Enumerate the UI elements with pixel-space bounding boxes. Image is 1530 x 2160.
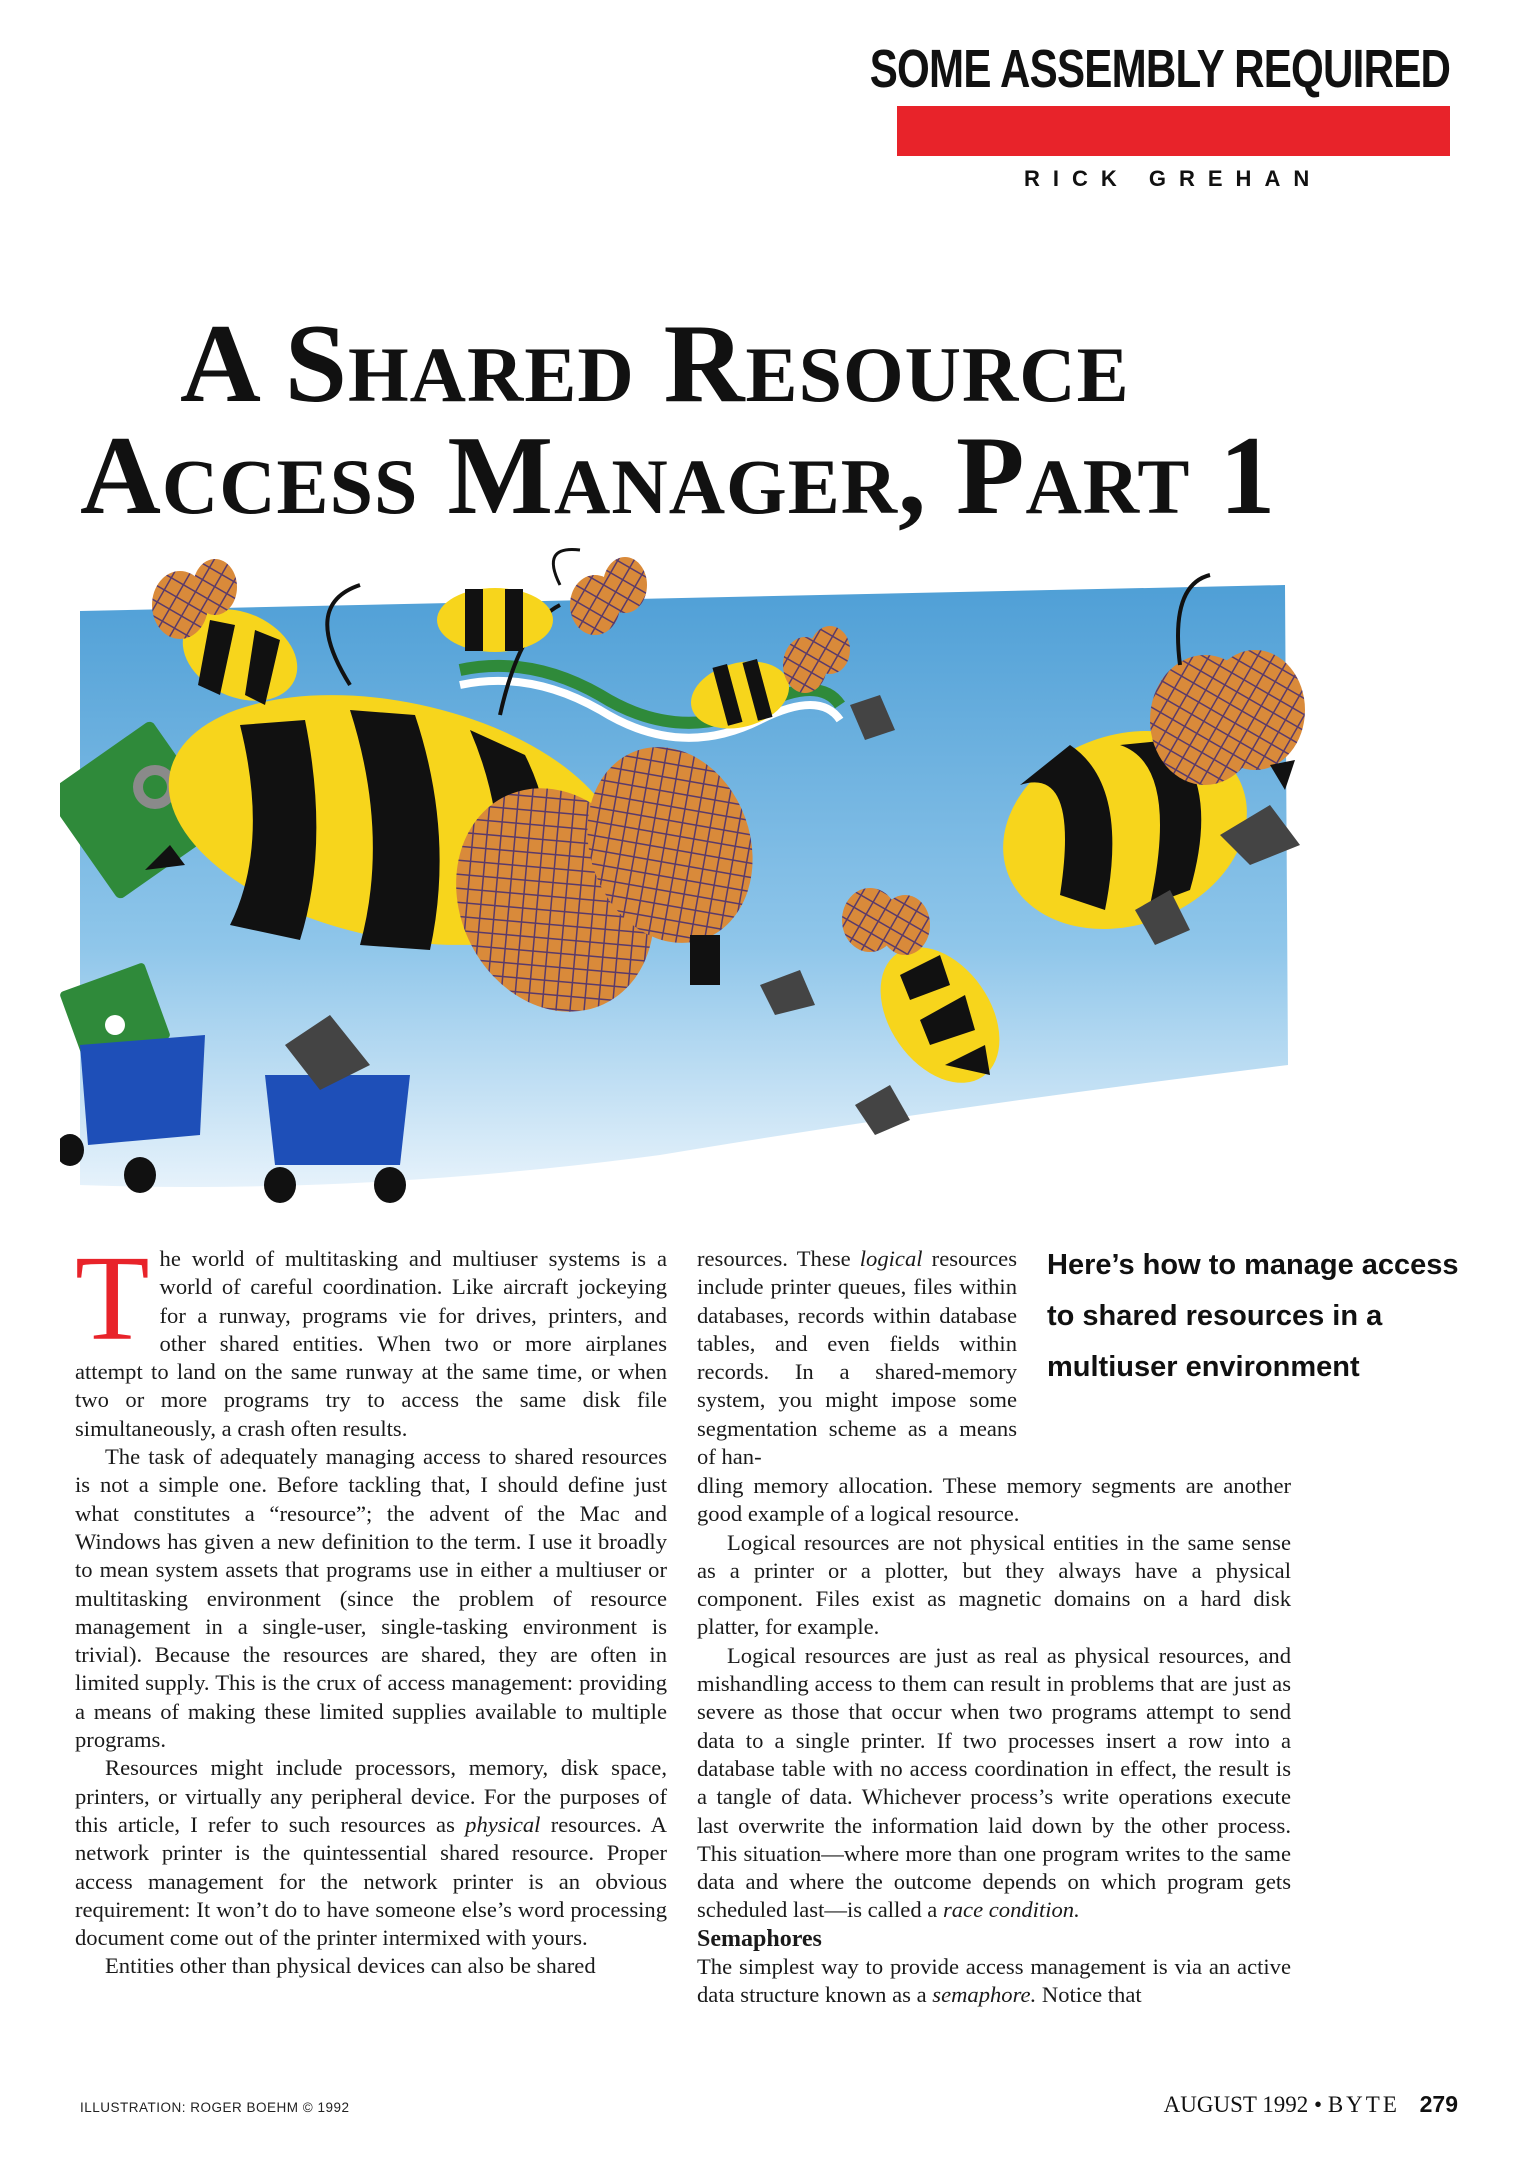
article-title-line-1: A Shared Resource	[180, 302, 1130, 426]
body-column-right-narrow	[697, 1245, 1017, 1471]
paragraph: The task of adequately managing access to shared resources is not a simple one. Before tackling that, I should define just what constitutes a “resource”; the advent of the Mac and Windows has given a new definition to the term. I use it broadly to mean system assets that programs use in either a multiuser or multitasking environment (since the problem of resource management in a single-user, single-tasking environment is trivial). Because the resources are shared, they are often in limited supply. This is the crux of access management: providing a means of making these limited supplies available to multiple programs.	[75, 1444, 667, 1753]
dropcap: T	[75, 1231, 150, 1366]
section-subhead: Semaphores	[697, 1925, 822, 1952]
paragraph: Resources might include processors, memory, disk space, printers, or virtually any peripheral device. For the purposes of this article, I refer to such resources as physical resources. A network printer is the quintessential shared resource. Proper access management for the network printer is an obvious requirement: It won’t do to have someone else’s word processing document come out of the printer intermixed with yours.	[75, 1755, 667, 1951]
issue-date: AUGUST 1992	[1163, 2092, 1309, 2117]
page-folio	[1164, 2091, 1458, 2118]
column-title: SOME ASSEMBLY REQUIRED	[869, 39, 1450, 99]
paragraph: Logical resources are just as real as physical resources, and mishandling access to them can result in problems that are just as severe as those that occur when two programs attempt to send data to a single printer. If two processes insert a row into a database table with no access coordination in effect, the result is a tangle of data. Whichever process’s write operations execute last overwrite the information laid down by the other process. This situation—where more than one program writes to the same data and where the outcome depends on which program gets scheduled last—is called a race condition.	[697, 1642, 1291, 1923]
paragraph: Entities other than physical devices can also be shared	[105, 1953, 596, 1979]
paragraph: resources. These logical resources include printer queues, files within databases, records within database tables, and even fields within records. In a shared-memory system, you might impose some segmentation scheme as a means of han-	[697, 1246, 1017, 1470]
paragraph: The world of multitasking and multiuser systems is a world of careful coordination. Like aircraft jockeying for a runway, programs vie for drives, printers, and other shared entities. When two or more airplanes attempt to land on the same runway at the same time, or when two or more programs try to access the same disk file simultaneously, a crash often results.	[75, 1231, 667, 1441]
page-number: 279	[1419, 2091, 1458, 2117]
illustration-credit: ILLUSTRATION: ROGER BOEHM © 1992	[80, 2100, 350, 2115]
bees-illustration	[60, 545, 1320, 1210]
paragraph: dling memory allocation. These memory segments are another good example of a logical resource.	[697, 1473, 1291, 1527]
folio-separator: •	[1314, 2092, 1323, 2117]
article-title-line-2: Access Manager, Part 1	[80, 414, 1277, 538]
body-column-right	[697, 1472, 1291, 2009]
paragraph: Logical resources are not physical entities in the same sense as a printer or a plotter, but they always have a physical component. Files exist as magnetic domains on a hard disk platter, for example.	[697, 1529, 1291, 1640]
body-column-left	[75, 1231, 667, 1981]
magazine-name: BYTE	[1327, 2092, 1400, 2117]
author-byline: RICK GREHAN	[1024, 166, 1323, 191]
article-deck: Here’s how to manage access to shared resources in a multiuser environment	[1047, 1249, 1459, 1383]
column-red-bar	[897, 106, 1450, 156]
paragraph: The simplest way to provide access management is via an active data structure known as a semaphore. Notice that	[697, 1953, 1291, 2008]
